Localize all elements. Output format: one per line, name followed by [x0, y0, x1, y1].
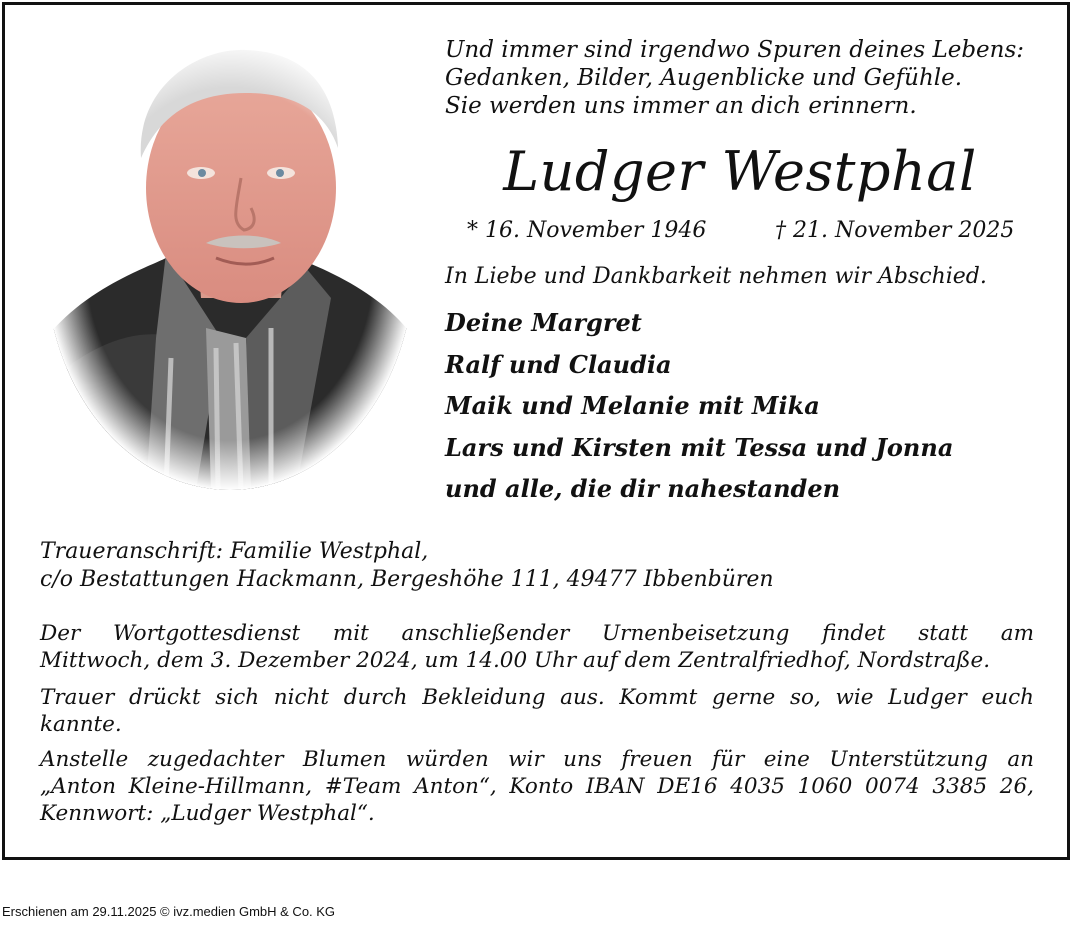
mourner-entry: Maik und Melanie mit Mika — [445, 391, 820, 420]
donation-line: Anstelle zugedachter Blumen würden wir uns freuen für eine Unterstützung an — [40, 747, 1034, 772]
mourner-entry: Lars und Kirsten mit Tessa und Jonna — [445, 432, 954, 462]
quote-line: Sie werden uns immer an dich erinnern. — [445, 93, 917, 119]
donation-line: „Anton Kleine-Hillmann, #Team Anton“, Konto IBAN DE16 4035 1060 0074 3385 26, — [40, 774, 1034, 799]
mourner-entry: und alle, die dir nahestanden — [445, 474, 841, 503]
death-date: † 21. November 2025 — [775, 218, 1015, 243]
attire-line: Trauer drückt sich nicht durch Bekleidung aus. Kommt gerne so, wie Ludger euch — [40, 685, 1034, 710]
birth-date: * 16. November 1946 — [467, 218, 707, 243]
farewell-line: In Liebe und Dankbarkeit nehmen wir Abschied. — [445, 264, 987, 289]
donation-paragraph — [40, 746, 1034, 827]
address-line: c/o Bestattungen Hackmann, Bergeshöhe 111, 49477 Ibbenbüren — [40, 567, 774, 592]
portrait-photo — [46, 38, 414, 490]
quote-line: Und immer sind irgendwo Spuren deines Lebens: — [445, 37, 1025, 63]
service-line: Der Wortgottesdienst mit anschließender Urnenbeisetzung findet statt am — [40, 621, 1034, 646]
address-line: Traueranschrift: Familie Westphal, — [40, 539, 429, 564]
memorial-quote — [445, 36, 1045, 120]
service-line: Mittwoch, dem 3. Dezember 2024, um 14.00 Uhr auf dem Zentralfriedhof, Nordstraße. — [40, 648, 991, 673]
mourners-list — [445, 302, 953, 510]
mourner-entry: Deine Margret — [445, 308, 642, 337]
attire-line: kannte. — [40, 712, 122, 737]
mourning-address — [40, 538, 774, 594]
attire-paragraph — [40, 684, 1034, 738]
deceased-name: Ludger Westphal — [503, 140, 977, 203]
publication-footer: Erschienen am 29.11.2025 © ivz.medien GmbH & Co. KG — [2, 904, 336, 919]
service-paragraph — [40, 620, 1034, 674]
mourner-entry: Ralf und Claudia — [445, 349, 672, 379]
donation-line: Kennwort: „Ludger Westphal“. — [40, 801, 375, 826]
quote-line: Gedanken, Bilder, Augenblicke und Gefühle. — [445, 65, 963, 91]
